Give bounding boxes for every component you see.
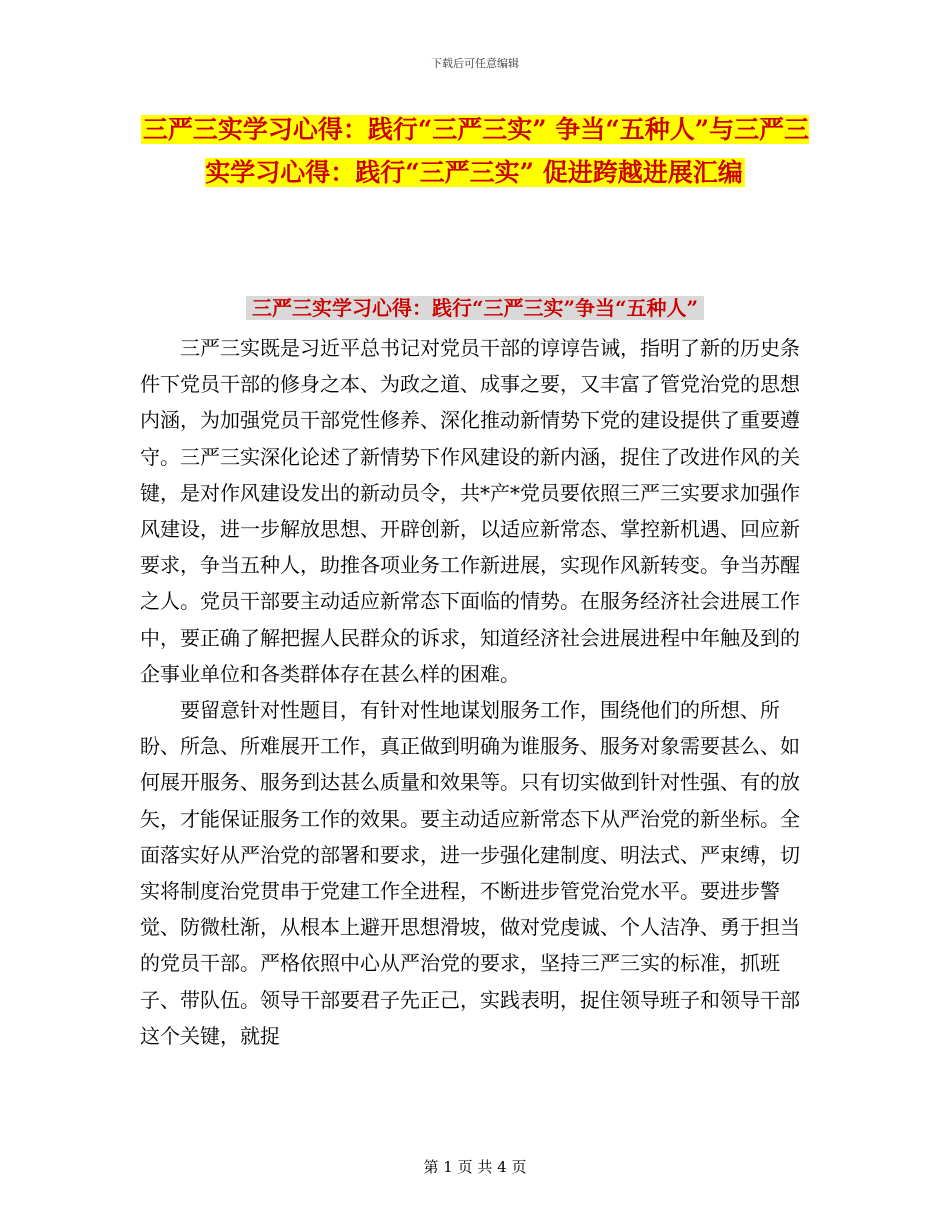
paragraph: 三严三实既是习近平总书记对党员干部的谆谆告诫，指明了新的历史条件下党员干部的修身之本、为政之道、成事之要，又丰富了管党治党的思想内涵，为加强党员干部党性修养、深化推动新情势下党的建设提供了重要遵守。三严三实深化论述了新情势下作风建设的新内涵，捉住了改进作风的关键，是对作风建设发出的新动员令，共*产*党员要依照三严三实要求加强作风建设，进一步解放思想、开辟创新，以适应新常态、掌控新机遇、回应新要求，争当五种人，助推各项业务工作新进展，实现作风新转变。争当苏醒之人。党员干部要主动适应新常态下面临的情势。在服务经济社会进展工作中，要正确了解把握人民群众的诉求，知道经济社会进展进程中年触及到的企事业单位和各类群体存在甚么样的困难。 bbox=[140, 336, 800, 686]
page-header: 下载后可任意编辑 bbox=[431, 57, 519, 70]
section-heading bbox=[0, 292, 950, 321]
page-footer: 第 1 页 共 4 页 bbox=[423, 1158, 527, 1176]
document-title-text: 三严三实学习心得：践行“三严三实” 争当“五种人”与三严三实学习心得：践行“三严三实” 促进跨越进展汇编 bbox=[142, 115, 810, 187]
section-heading-text: 三严三实学习心得：践行“三严三实”争当“五种人” bbox=[246, 296, 704, 320]
document-title bbox=[140, 108, 810, 194]
paragraph: 要留意针对性题目，有针对性地谋划服务工作，围绕他们的所想、所盼、所急、所难展开工作，真正做到明确为谁服务、服务对象需要甚么、如何展开服务、服务到达甚么质量和效果等。只有切实做到针对性强、有的放矢，才能保证服务工作的效果。要主动适应新常态下从严治党的新坐标。全面落实好从严治党的部署和要求，进一步强化建制度、明法式、严束缚，切实将制度治党贯串于党建工作全进程，不断进步管党治党水平。要进步警觉、防微杜渐，从根本上避开思想滑坡，做对党虔诚、个人洁净、勇于担当的党员干部。严格依照中心从严治党的要求，坚持三严三实的标准，抓班子、带队伍。领导干部要君子先正己，实践表明，捉住领导班子和领导干部这个关键，就捉 bbox=[140, 698, 800, 1048]
body-text bbox=[140, 330, 808, 1054]
